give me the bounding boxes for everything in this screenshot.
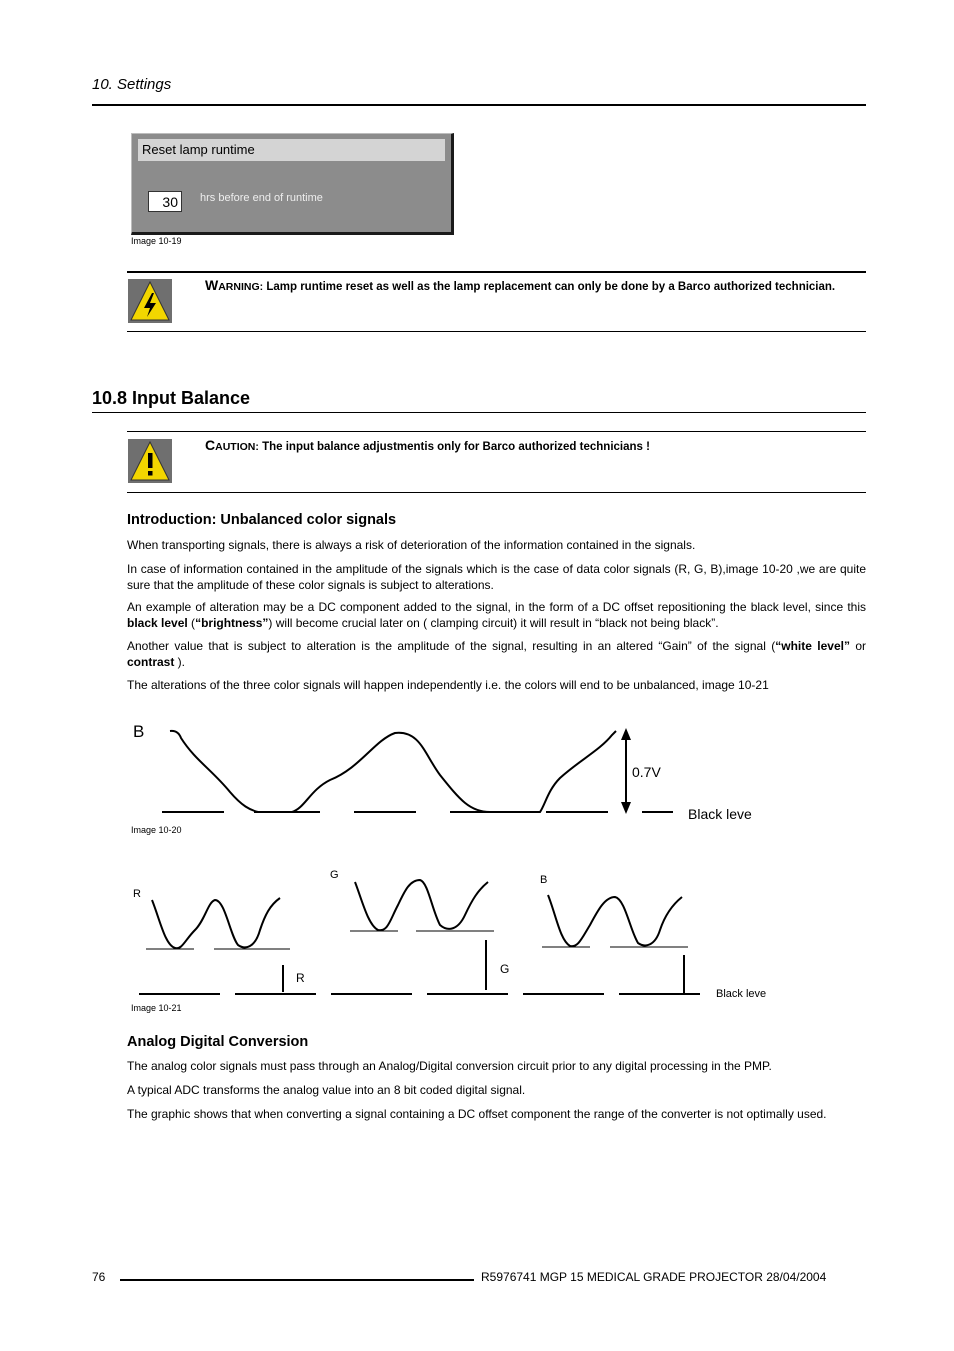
adc-paragraph-3: The graphic shows that when converting a signal containing a DC offset component the range of the converter is not optimally used.: [127, 1107, 827, 1121]
red-waveform: [152, 898, 280, 948]
image-caption: Image 10-20: [131, 825, 182, 835]
adc-paragraph-2: A typical ADC transforms the analog value into an 8 bit coded digital signal.: [127, 1083, 526, 1097]
signal-label-b: B: [133, 722, 145, 741]
signal-waveform: [170, 731, 616, 812]
hours-value-field: 30: [148, 191, 182, 212]
image-caption: Image 10-19: [131, 236, 182, 246]
green-channel-label: G: [330, 869, 339, 881]
blue-waveform: [548, 895, 682, 946]
caution-text: CAUTION: The input balance adjustmentis only for Barco authorized technicians !: [205, 437, 650, 453]
intro-paragraph-4: Another value that is subject to alteration is the amplitude of the signal, resulting in an altered “Gain” of the signal (“white level” or contrast ).: [127, 639, 866, 669]
adc-heading: Analog Digital Conversion: [127, 1034, 309, 1050]
intro-paragraph-1: When transporting signals, there is always a risk of deterioration of the information contained in the signals.: [127, 538, 696, 552]
footer-rule: [120, 1279, 474, 1281]
chapter-header: 10. Settings: [92, 76, 172, 93]
hours-label: hrs before end of runtime: [200, 192, 323, 204]
intro-paragraph-5: The alterations of the three color signals will happen independently i.e. the colors will end to be unbalanced, image 10-21: [127, 678, 769, 692]
red-channel-label: R: [133, 888, 141, 900]
page-number: 76: [92, 1270, 106, 1284]
amplitude-label: 0.7V: [632, 764, 661, 780]
red-offset-label: R: [296, 971, 305, 985]
unbalanced-signals-figure-10-21: [0, 850, 954, 1010]
arrow-head-down: [621, 802, 631, 814]
green-waveform: [355, 880, 488, 930]
image-caption: Image 10-21: [131, 1003, 182, 1013]
arrow-head-up: [621, 728, 631, 740]
adc-paragraph-1: The analog color signals must pass through an Analog/Digital conversion circuit prior to any digital processing in the PMP.: [127, 1059, 772, 1073]
intro-paragraph-2: In case of information contained in the amplitude of the signals which is the case of data color signals (R, G, B),image 10-20 ,we are quite sure that the amplitude of these color signals is subject to alterations.: [127, 562, 866, 592]
osd-menu-title: Reset lamp runtime: [138, 139, 445, 161]
intro-paragraph-3: An example of alteration may be a DC component added to the signal, in the form of a DC offset repositioning the black level, since this black level (“brightness”) will become crucial later on ( clamping circuit) it will result in “black not being black”.: [127, 600, 866, 630]
black-level-label: Black leve: [688, 806, 752, 822]
green-offset-label: G: [500, 962, 510, 976]
section-title: 10.8 Input Balance: [92, 388, 251, 408]
black-level-label: Black leve: [716, 988, 767, 1000]
blue-channel-label: B: [540, 874, 548, 886]
document-reference: R5976741 MGP 15 MEDICAL GRADE PROJECTOR 28/04/2004: [481, 1270, 827, 1284]
intro-heading: Introduction: Unbalanced color signals: [127, 512, 397, 528]
warning-text: WARNING: Lamp runtime reset as well as the lamp replacement can only be done by a Barco authorized technician.: [205, 277, 836, 293]
